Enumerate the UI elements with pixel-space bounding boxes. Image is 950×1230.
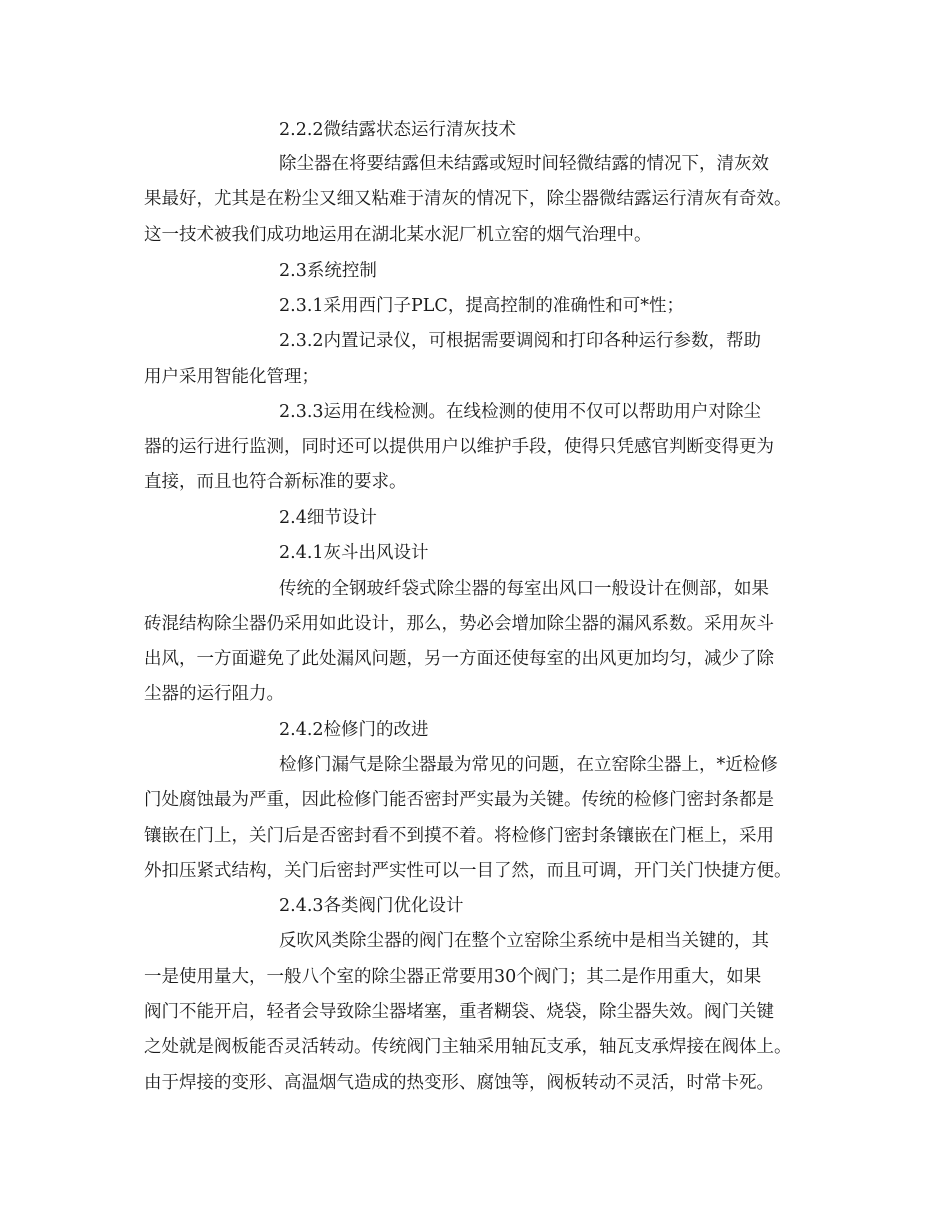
list-item-2-3-3: 2.3.3运用在线检测。在线检测的使用不仅可以帮助用户对除尘 <box>279 402 762 422</box>
paragraph-line: 直接，而且也符合新标准的要求。 <box>144 472 407 492</box>
paragraph-line: 器的运行进行监测，同时还可以提供用户以维护手段，使得只凭感官判断变得更为 <box>144 437 774 457</box>
paragraph-line: 镶嵌在门上，关门后是否密封看不到摸不着。将检修门密封条镶嵌在门框上，采用 <box>144 826 774 846</box>
paragraph-line: 检修门漏气是除尘器最为常见的问题，在立窑除尘器上，*近检修 <box>279 755 778 775</box>
paragraph-line: 由于焊接的变形、高温烟气造成的热变形、腐蚀等，阀板转动不灵活，时常卡死。 <box>144 1073 774 1093</box>
heading-2-4-3: 2.4.3各类阀门优化设计 <box>279 896 464 916</box>
paragraph-line: 反吹风类除尘器的阀门在整个立窑除尘系统中是相当关键的，其 <box>279 931 769 951</box>
paragraph-line: 这一技术被我们成功地运用在湖北某水泥厂机立窑的烟气治理中。 <box>144 225 652 245</box>
paragraph-line: 尘器的运行阻力。 <box>144 684 284 704</box>
paragraph-line: 用户采用智能化管理； <box>144 367 319 387</box>
paragraph-line: 除尘器在将要结露但未结露或短时间轻微结露的情况下，清灰效 <box>279 154 769 174</box>
paragraph-line: 一是使用量大，一般八个室的除尘器正常要用30个阀门；其二是作用重大，如果 <box>144 967 762 987</box>
paragraph-line: 出风，一方面避免了此处漏风问题，另一方面还使每室的出风更加均匀，减少了除 <box>144 649 774 669</box>
paragraph-line: 传统的全钢玻纤袋式除尘器的每室出风口一般设计在侧部，如果 <box>279 579 769 599</box>
list-item-2-3-2: 2.3.2内置记录仪，可根据需要调阅和打印各种运行参数，帮助 <box>279 331 762 351</box>
paragraph-line: 门处腐蚀最为严重，因此检修门能否密封严实最为关键。传统的检修门密封条都是 <box>144 790 774 810</box>
heading-2-3: 2.3系统控制 <box>279 261 377 281</box>
paragraph-line: 阀门不能开启，轻者会导致除尘器堵塞，重者糊袋、烧袋，除尘器失效。阀门关键 <box>144 1002 774 1022</box>
heading-2-2-2: 2.2.2微结露状态运行清灰技术 <box>279 120 517 140</box>
heading-2-4-1: 2.4.1灰斗出风设计 <box>279 543 429 563</box>
paragraph-line: 外扣压紧式结构，关门后密封严实性可以一目了然，而且可调，开门关门快捷方便。 <box>144 861 792 881</box>
list-item-2-3-1: 2.3.1采用西门子PLC，提高控制的准确性和可*性； <box>279 296 685 316</box>
paragraph-line: 果最好，尤其是在粉尘又细又粘难于清灰的情况下，除尘器微结露运行清灰有奇效。 <box>144 189 792 209</box>
heading-2-4: 2.4细节设计 <box>279 508 377 528</box>
heading-2-4-2: 2.4.2检修门的改进 <box>279 720 429 740</box>
paragraph-line: 之处就是阀板能否灵活转动。传统阀门主轴采用轴瓦支承，轴瓦支承焊接在阀体上。 <box>144 1037 792 1057</box>
paragraph-line: 砖混结构除尘器仍采用如此设计，那么，势必会增加除尘器的漏风系数。采用灰斗 <box>144 614 774 634</box>
